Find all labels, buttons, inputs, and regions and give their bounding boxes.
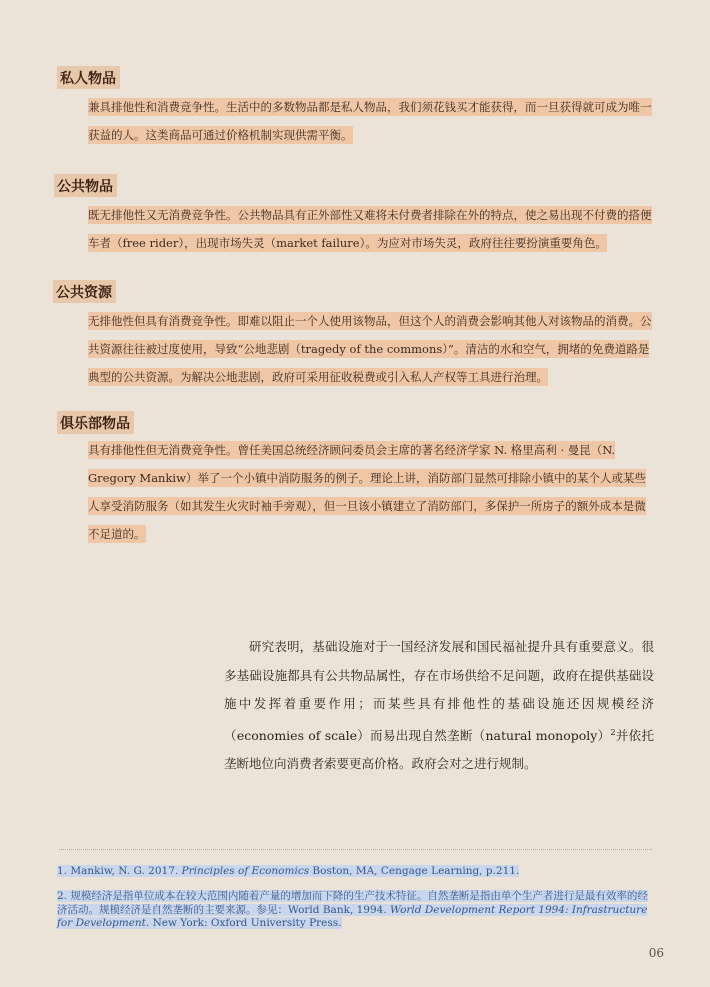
footnote-2-highlight [57, 890, 648, 929]
highlighted-text: 既无排他性又无消费竞争性。公共物品具有正外部性又难将未付费者排除在外的特点，使之易出现不付费的搭便车者（free rider），出现市场失灵（market failure）。为应对市场失灵，政府往往要扮演重要角色。 [88, 208, 652, 250]
section-text-private-goods [88, 93, 656, 149]
footnote-1-publisher: Boston, MA, Cengage Learning, p.211. [309, 865, 520, 877]
footnote-2 [57, 890, 657, 931]
footnote-2-text: 2. 规模经济是指单位成本在较大范围内随着产量的增加而下降的生产技术特征。自然垄断是指由单个生产者进行是最有效率的经济活动。规模经济是自然垄断的主要来源。参见：World Bank, 1994. [57, 890, 648, 916]
highlighted-text: 具有排他性但无消费竞争性。曾任美国总统经济顾问委员会主席的著名经济学家 N. 格里高利 · 曼昆（N. Gregory Mankiw）举了一个小镇中消防服务的例子。理论上讲，消防部门显然可排除小镇中的某个人或某些人享受消防服务（如其发生火灾时袖手旁观），但一旦该小镇建立了消防部门，多保护一所房子的额外成本是微不足道的。 [88, 443, 646, 541]
section-heading-common-resources: 公共资源 [53, 280, 116, 303]
footnote-1-title: Principles of Economics [181, 865, 310, 877]
main-text-part2: 并依托垄断地位向消费者索要更高价格。政府会对之进行规制。 [224, 727, 654, 772]
footnote-ref-2[interactable]: 2 [610, 727, 616, 737]
page-number: 06 [648, 946, 664, 960]
footnote-1 [57, 865, 657, 879]
section-text-common-resources [88, 307, 656, 391]
section-text-club-goods [88, 436, 656, 548]
footnote-separator [59, 849, 652, 850]
main-paragraph [224, 633, 654, 779]
footnote-1-text: 1. Mankiw, N. G. 2017. [57, 865, 182, 877]
highlighted-text: 无排他性但具有消费竞争性。即难以阻止一个人使用该物品，但这个人的消费会影响其他人对该物品的消费。公共资源往往被过度使用，导致“公地悲剧（tragedy of the commons）”。清洁的水和空气，拥堵的免费道路是典型的公共资源。为解决公地悲剧，政府可采用征收税费或引入私人产权等工具进行治理。 [88, 314, 652, 384]
section-heading-public-goods: 公共物品 [54, 174, 117, 197]
footnote-2-title: World Development Report 1994: Infrastructure for Development. [57, 903, 648, 929]
section-text-public-goods [88, 201, 656, 257]
section-heading-private-goods: 私人物品 [57, 66, 120, 89]
main-text-part1: 研究表明，基础设施对于一国经济发展和国民福祉提升具有重要意义。很多基础设施都具有公共物品属性，存在市场供给不足问题，政府在提供基础设施中发挥着重要作用；而某些具有排他性的基础设施还因规模经济（economies of scale）而易出现自然垄断（natural monopoly） [224, 639, 654, 743]
footnote-2-publisher: New York: Oxford University Press. [149, 917, 342, 929]
highlighted-text: 兼具排他性和消费竞争性。生活中的多数物品都是私人物品，我们须花钱买才能获得，而一旦获得就可成为唯一获益的人。这类商品可通过价格机制实现供需平衡。 [88, 100, 652, 142]
section-heading-club-goods: 俱乐部物品 [57, 411, 134, 434]
footnote-1-highlight [57, 865, 519, 877]
